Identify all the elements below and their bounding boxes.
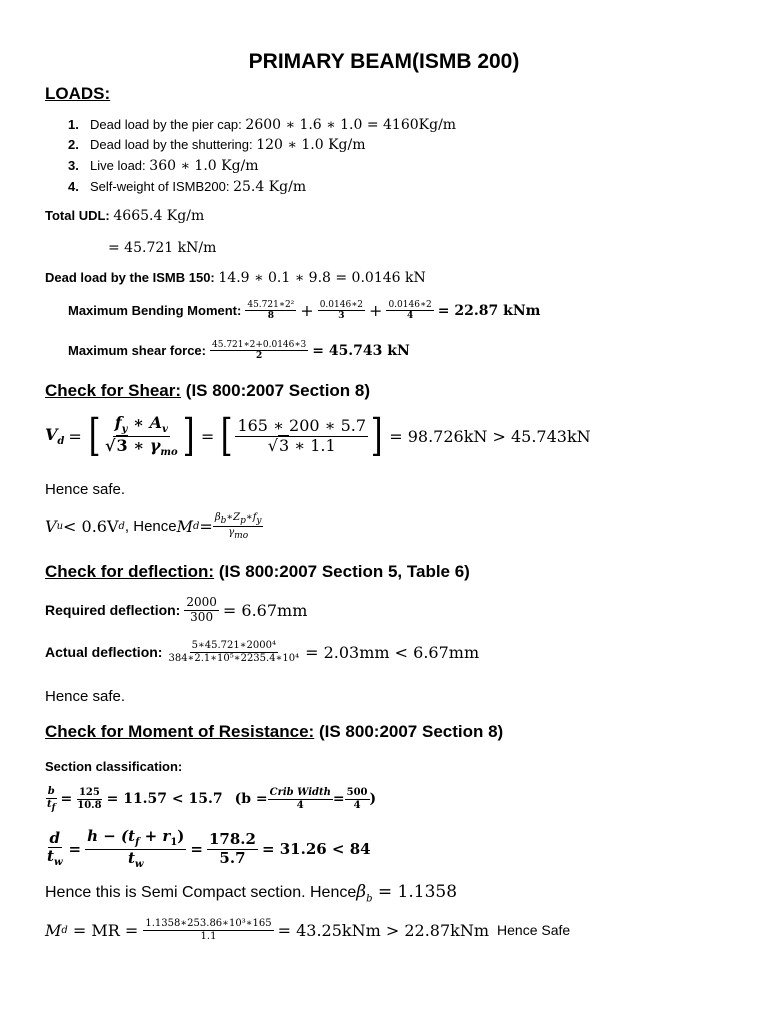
load-formula-3: 360 ∗ 1.0 Kg/m xyxy=(149,158,259,174)
moment-resistance-equation: M d = MR = $\frac{\text{1.1358∗253.86∗10³∗165}}{1.1}$ = 43.25kNm > 22.87kNm Hence Safe xyxy=(45,918,571,942)
shear-result: = 98.726kN > 45.743kN xyxy=(389,426,591,446)
dead-load-ismb150: Dead load by the ISMB 150: 14.9 ∗ 0.1 ∗ 9.8 = 0.0146 kN xyxy=(45,270,426,286)
check-shear-heading: Check for Shear: (IS 800:2007 Section 8) xyxy=(45,381,371,400)
total-udl: Total UDL: 4665.4 Kg/m xyxy=(45,208,205,224)
shear-symbolic-fraction: $\frac{f_y ∗ A_v}{√3 ∗ \gamma_{mo}}$ xyxy=(105,413,178,458)
bm-term-1: $\frac{\text{45.721∗2²}}{8}$ xyxy=(247,300,295,322)
md-condition-line: V u < 0.6V d , Hence M d = $\frac{\beta_b∗Z_p∗f_y}{\gamma_{mo}}$ xyxy=(45,512,262,542)
required-deflection: Required deflection: $\frac{2000}{300}$ = 6.67mm xyxy=(45,595,308,624)
req-deflection-fraction: $\frac{2000}{300}$ xyxy=(186,595,217,624)
deflection-safe-text: Hence safe. xyxy=(45,688,126,705)
max-bending-moment: Maximum Bending Moment: $\frac{\text{45.721∗2²}}{8}$ + $\frac{0.0146∗2}{3}$ + $\frac{0.0146∗2}{4}$ = 22.87 kNm xyxy=(68,300,541,322)
load-formula-4: 25.4 Kg/m xyxy=(233,179,307,195)
load-formula-1: 2600 ∗ 1.6 ∗ 1.0 = 4160Kg/m xyxy=(245,117,457,133)
mr-safe-text: Hence Safe xyxy=(497,922,571,938)
flange-ratio-equation: $\frac{b}{t_f}$ = $\frac{125}{10.8}$ = 11.57 < 15.7 (b = $\frac{\text{Crib Width}}{4}$ = $\frac{500}{4}$ ) xyxy=(47,786,377,813)
load-item-4: 4. Self-weight of ISMB200: 25.4 Kg/m xyxy=(68,179,307,195)
page-title: PRIMARY BEAM(ISMB 200) xyxy=(248,50,520,73)
load-item-1: 1. Dead load by the pier cap: 2600 ∗ 1.6 ∗ 1.0 = 4160Kg/m xyxy=(68,117,457,133)
mr-fraction: $\frac{\text{1.1358∗253.86∗10³∗165}}{1.1}$ xyxy=(145,918,272,942)
load-item-2: 2. Dead load by the shuttering: 120 ∗ 1.0 Kg/m xyxy=(68,137,366,153)
actual-deflection: Actual deflection: $\frac{\text{5∗45.721∗2000⁴}}{\text{384∗2.1∗10⁵∗2235.4∗10⁴}}$ = 2.03mm < 6.67mm xyxy=(45,640,480,664)
req-deflection-result: = 6.67mm xyxy=(222,600,308,620)
bm-term-2: $\frac{0.0146∗2}{3}$ xyxy=(319,300,364,322)
sf-result: = 45.743 kN xyxy=(312,342,410,359)
shear-numeric-fraction: $\frac{165 ∗ 200 ∗ 5.7}{√3 ∗ 1.1}$ xyxy=(237,416,367,455)
bm-term-3: $\frac{0.0146∗2}{4}$ xyxy=(388,300,432,322)
bm-result: = 22.87 kNm xyxy=(437,302,541,319)
sf-fraction: $\frac{45.721∗2+0.0146∗3}{2}$ xyxy=(212,340,307,362)
md-formula-fraction: $\frac{\beta_b∗Z_p∗f_y}{\gamma_{mo}}$ xyxy=(214,512,262,542)
check-moment-heading: Check for Moment of Resistance: (IS 800:2007 Section 8) xyxy=(45,722,504,741)
act-deflection-fraction: $\frac{\text{5∗45.721∗2000⁴}}{\text{384∗2.1∗10⁵∗2235.4∗10⁴}}$ xyxy=(168,640,300,664)
loads-heading: LOADS: xyxy=(45,84,111,103)
web-ratio-equation: $\frac{d}{t_w}$ = $\frac{h - (t_f + r_1)}{t_w}$ = $\frac{178.2}{5.7}$ = 31.26 < 84 xyxy=(47,827,371,870)
check-deflection-heading: Check for deflection: (IS 800:2007 Section 5, Table 6) xyxy=(45,562,470,581)
shear-capacity-equation: $V_d$ = [ $\frac{f_y ∗ A_v}{√3 ∗ \gamma_{mo}}$ ] = [ $\frac{165 ∗ 200 ∗ 5.7}{√3 ∗ 1.1}$ ] = 98.726kN > 45.743kN xyxy=(45,410,591,462)
load-formula-2: 120 ∗ 1.0 Kg/m xyxy=(256,137,366,153)
section-classification-label: Section classification: xyxy=(45,759,183,774)
shear-safe-text: Hence safe. xyxy=(45,481,126,498)
act-deflection-result: = 2.03mm < 6.67mm xyxy=(305,642,480,662)
total-udl-kn: = 45.721 kN/m xyxy=(108,240,217,256)
semi-compact-line: Hence this is Semi Compact section. Hence $\beta_b = 1.1358$ xyxy=(45,882,458,905)
max-shear-force: Maximum shear force: $\frac{45.721∗2+0.0146∗3}{2}$ = 45.743 kN xyxy=(68,340,410,362)
load-item-3: 3. Live load: 360 ∗ 1.0 Kg/m xyxy=(68,158,259,174)
